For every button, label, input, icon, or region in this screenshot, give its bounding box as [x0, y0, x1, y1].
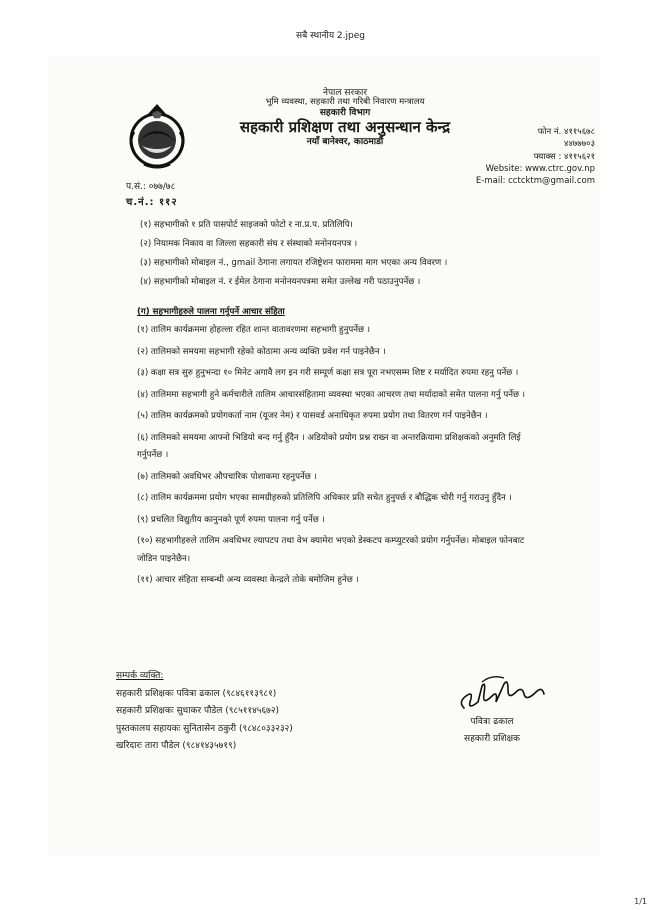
letterhead-address: नयाँ बानेश्वर, काठमाडौं — [306, 136, 384, 147]
contact-person: सहकारी प्रशिक्षकः सुधाकर पौडेल (९८५११४५६७२) — [116, 706, 280, 716]
contact-person: पुस्तकालय सहायकः सुनितासेन ठकुरी (९८४८०३३२३२) — [116, 723, 293, 734]
website: Website: www.ctrc.gov.np — [485, 163, 595, 174]
letterhead — [230, 88, 460, 147]
signatory-title: सहकारी प्रशिक्षक — [464, 734, 520, 744]
phone-1: फोन नं. ४११५६७८ — [537, 127, 595, 137]
government-emblem-icon — [124, 102, 190, 170]
requirement-item: (४) सहभागीको मोबाइल नं. र ईमेल ठेगाना मनोनयनपत्रमा समेत उल्लेख गरी पठाउनुपर्नेछ । — [140, 277, 421, 287]
letter-dispatch-number: च.नं.: ११२ — [126, 196, 178, 208]
conduct-rule: (२) तालिमको समयमा सहभागी रहेको कोठामा अन्य व्यक्ति प्रवेश गर्न पाइनेछैन । — [137, 346, 386, 357]
conduct-rule: (५) तालिम कार्यक्रमको प्रयोगकर्ता नाम (यूजर नेम) र पासवर्ड अनाधिकृत रुपमा प्रयोग तथा वितरण गर्न पाइनेछैन । — [137, 411, 488, 421]
requirement-item: (१) सहभागीको १ प्रति पासपोर्ट साइजको फोटो र ना.प्र.प. प्रतिलिपि। — [140, 220, 353, 230]
signatory-block — [432, 714, 552, 748]
requirement-item: (२) नियामक निकाय वा जिल्ला सहकारी संघ र संस्थाको मनोनयनपत्र । — [140, 239, 358, 249]
signatory-name: पवित्रा ढकाल — [470, 717, 514, 727]
letterhead-org-name: सहकारी प्रशिक्षण तथा अनुसन्धान केन्द्र — [239, 118, 451, 137]
viewer-filename: सबै स्थानीय 2.jpeg — [296, 31, 365, 41]
conduct-rule: (४) तालिममा सहभागी हुने कर्मचारीले तालिम आचारसंहितामा व्यवस्था भएका आचरण तथा मर्यादाको समेत पालना गर्नु पर्नेछ । — [137, 389, 526, 400]
letterhead-contact-info — [435, 126, 595, 188]
requirement-item: (३) सहभागीको मोबाइल नं., gmail ठेगाना लगायत रजिष्ट्रेशन फाराममा माग भएका अन्य विवरण । — [140, 258, 448, 268]
fax: फ्याक्स : ४११५६२१ — [533, 151, 595, 162]
contact-persons — [116, 668, 293, 756]
letterhead-department: सहकारी विभाग — [319, 108, 371, 119]
conduct-rule: (११) आचार संहिता सम्बन्धी अन्य व्यवस्था केन्द्रले तोके बमोजिम हुनेछ । — [137, 575, 359, 585]
page-indicator: 1/1 — [634, 897, 647, 906]
letterhead-government: नेपाल सरकार — [322, 88, 368, 98]
contact-person: खरिदारः तारा पौडेल (९८४१४३५७१९) — [116, 741, 237, 751]
conduct-rule: (६) तालिमको समयमा आफ्नो भिडियो बन्द गर्नु हुँदैन । अडियोको प्रयोग प्रश्न राख्न वा अन्तरक्रियामा प्रशिक्षकको अनुमति लिई गर्नुपर्नेछ । — [137, 432, 521, 460]
contact-title: सम्पर्क व्यक्ति: — [116, 671, 164, 681]
code-of-conduct-title: (ग) सहभागीहरुले पालना गर्नुपर्ने आचार संहिता — [137, 307, 285, 317]
conduct-rule: (९) प्रचलित विद्युतीय कानुनको पूर्ण रुपमा पालना गर्नु पर्नेछ । — [137, 514, 325, 525]
signature-icon — [452, 672, 548, 714]
conduct-rule: (७) तालिमको अवधिभर औपचारिक पोशाकमा रहनुपर्नेछ । — [137, 471, 317, 482]
contact-person: सहकारी प्रशिक्षकः पवित्रा ढकाल (९८४६११३९८१) — [116, 688, 277, 699]
conduct-rule: (३) कक्षा सत्र सुरु हुनुभन्दा १० मिनेट अगावै लग इन गरी सम्पूर्ण कक्षा सत्र पूरा नभएसम्म शिष्ट र मर्यादित रुपमा रहनु पर्नेछ । — [137, 368, 519, 378]
code-of-conduct-list — [137, 322, 537, 594]
phone-2: ४४७७७०३ — [564, 139, 595, 150]
conduct-rule: (८) तालिम कार्यक्रममा प्रयोग भएका सामग्रीहरुको प्रतिलिपि अधिकार प्रति सचेत हुनुपर्छ र बौद्धिक चोरी गर्नु गराउनु हुँदैन । — [137, 493, 512, 503]
conduct-rule: (१०) सहभागीहरुले तालिम अवधिभर ल्यापटप तथा वेभ क्यामेरा भएको डेस्कटप कम्प्युटरको प्रयोग गर्नुपर्नेछ। मोबाइल फोनबाट जोडिन पाइनेछैन। — [137, 536, 525, 564]
reference-numbers — [126, 181, 178, 210]
email: E-mail: cctcktm@gmail.com — [475, 176, 595, 187]
conduct-rule: (१) तालिम कार्यक्रममा होहल्ला रहित शान्त वातावरणमा सहभागी हुनुपर्नेछ । — [137, 325, 371, 335]
letterhead-ministry: भूमि व्यवस्था, सहकारी तथा गरिबी निवारण मन्त्रालय — [265, 97, 425, 108]
letter-ps-number: प.सं.: ०७७/७८ — [126, 182, 176, 192]
requirements-list — [140, 216, 560, 292]
